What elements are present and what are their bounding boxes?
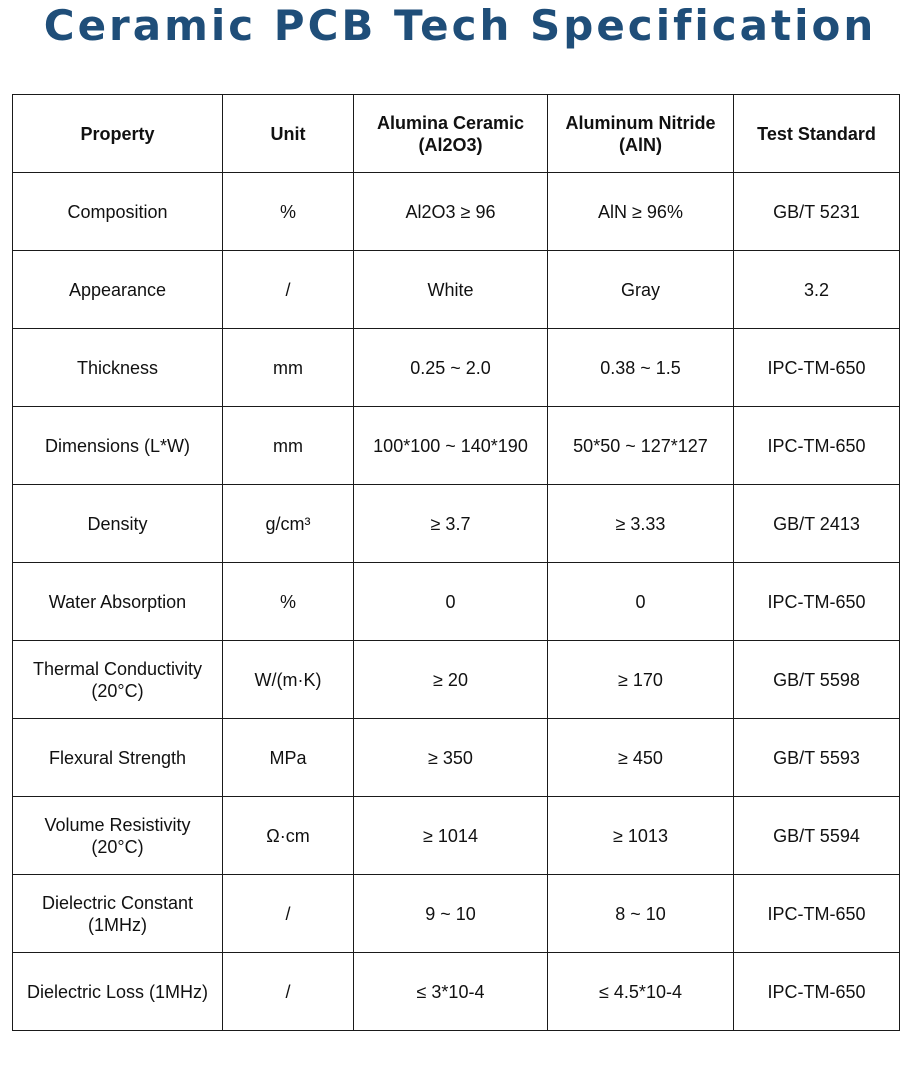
property-line1: Thermal Conductivity: [32, 658, 203, 679]
cell-unit: Ω·cm: [223, 797, 354, 875]
cell-alumina: ≥ 1014: [354, 797, 548, 875]
cell-alumina: 0.25 ~ 2.0: [354, 329, 548, 407]
cell-standard: IPC-TM-650: [734, 329, 900, 407]
table-row: [13, 641, 900, 719]
table-header-row: [13, 95, 900, 173]
cell-standard: GB/T 2413: [734, 485, 900, 563]
header-test-standard: Test Standard: [734, 95, 900, 173]
cell-unit: %: [223, 173, 354, 251]
cell-standard: GB/T 5594: [734, 797, 900, 875]
property-line1: Dimensions (L*W): [44, 435, 191, 456]
table-row: [13, 563, 900, 641]
cell-property: [13, 641, 223, 719]
cell-aln: 8 ~ 10: [548, 875, 734, 953]
cell-unit: /: [223, 875, 354, 953]
cell-alumina: ≥ 3.7: [354, 485, 548, 563]
cell-property: [13, 251, 223, 329]
cell-alumina: White: [354, 251, 548, 329]
cell-standard: IPC-TM-650: [734, 953, 900, 1031]
property-line2: (20°C): [91, 680, 144, 701]
cell-alumina: 0: [354, 563, 548, 641]
page-title: Ceramic PCB Tech Specification: [43, 1, 877, 50]
header-unit: Unit: [223, 95, 354, 173]
table-row: [13, 407, 900, 485]
cell-aln: ≥ 1013: [548, 797, 734, 875]
cell-alumina: ≥ 20: [354, 641, 548, 719]
table-row: [13, 719, 900, 797]
table-row: [13, 173, 900, 251]
cell-aln: ≥ 170: [548, 641, 734, 719]
cell-standard: GB/T 5593: [734, 719, 900, 797]
cell-property: [13, 407, 223, 485]
property-line1: Thickness: [76, 357, 159, 378]
property-line1: Flexural Strength: [48, 747, 187, 768]
property-line1: Volume Resistivity: [44, 814, 191, 835]
cell-property: [13, 329, 223, 407]
cell-property: [13, 719, 223, 797]
header-aln: [548, 95, 734, 173]
cell-property: [13, 485, 223, 563]
property-line1: Composition: [67, 201, 168, 222]
spec-table: [12, 94, 900, 1031]
cell-standard: 3.2: [734, 251, 900, 329]
cell-aln: 0.38 ~ 1.5: [548, 329, 734, 407]
cell-aln: ≥ 3.33: [548, 485, 734, 563]
property-line1: Water Absorption: [48, 591, 187, 612]
cell-standard: GB/T 5598: [734, 641, 900, 719]
cell-aln: ≥ 450: [548, 719, 734, 797]
property-line2: (1MHz): [88, 914, 147, 935]
cell-unit: mm: [223, 329, 354, 407]
cell-unit: MPa: [223, 719, 354, 797]
cell-aln: ≤ 4.5*10-4: [548, 953, 734, 1031]
table-row: [13, 797, 900, 875]
cell-property: [13, 875, 223, 953]
cell-standard: IPC-TM-650: [734, 407, 900, 485]
cell-property: [13, 563, 223, 641]
property-line1: Dielectric Constant: [41, 892, 194, 913]
header-alumina-line1: Alumina Ceramic: [376, 112, 525, 133]
cell-property: [13, 953, 223, 1031]
property-line1: Appearance: [68, 279, 167, 300]
cell-unit: %: [223, 563, 354, 641]
cell-aln: Gray: [548, 251, 734, 329]
cell-property: [13, 797, 223, 875]
header-property: Property: [13, 95, 223, 173]
cell-aln: 50*50 ~ 127*127: [548, 407, 734, 485]
property-line2: (20°C): [91, 836, 144, 857]
cell-aln: 0: [548, 563, 734, 641]
header-alumina-line2: (Al2O3): [418, 134, 483, 155]
property-line1: Dielectric Loss (1MHz): [26, 981, 209, 1002]
cell-alumina: ≥ 350: [354, 719, 548, 797]
header-alumina: [354, 95, 548, 173]
cell-unit: /: [223, 953, 354, 1031]
header-aln-line1: Aluminum Nitride: [565, 112, 716, 133]
cell-unit: mm: [223, 407, 354, 485]
cell-unit: g/cm³: [223, 485, 354, 563]
cell-standard: GB/T 5231: [734, 173, 900, 251]
cell-alumina: 100*100 ~ 140*190: [354, 407, 548, 485]
table-row: [13, 485, 900, 563]
header-aln-line2: (AlN): [619, 134, 662, 155]
cell-standard: IPC-TM-650: [734, 563, 900, 641]
cell-property: [13, 173, 223, 251]
cell-unit: W/(m·K): [223, 641, 354, 719]
cell-standard: IPC-TM-650: [734, 875, 900, 953]
cell-alumina: ≤ 3*10-4: [354, 953, 548, 1031]
cell-alumina: 9 ~ 10: [354, 875, 548, 953]
cell-aln: AlN ≥ 96%: [548, 173, 734, 251]
table-row: [13, 875, 900, 953]
table-row: [13, 329, 900, 407]
cell-unit: /: [223, 251, 354, 329]
table-row: [13, 251, 900, 329]
cell-alumina: Al2O3 ≥ 96: [354, 173, 548, 251]
table-row: [13, 953, 900, 1031]
property-line1: Density: [87, 513, 148, 534]
